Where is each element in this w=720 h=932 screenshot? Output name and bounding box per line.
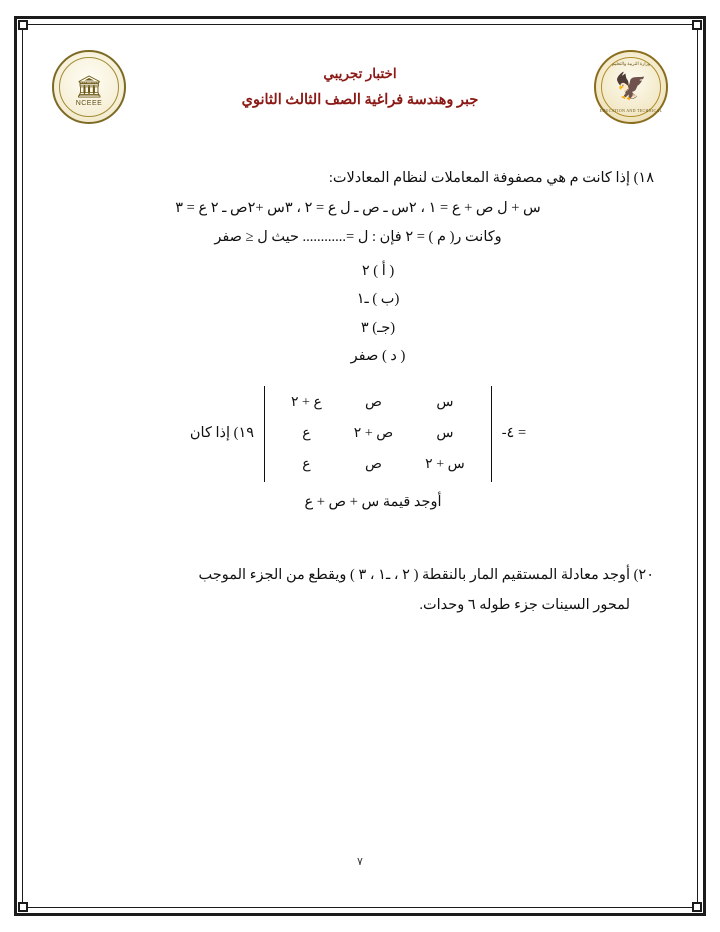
egypt-ministry-seal-icon — [594, 50, 668, 124]
question-19-prompt: أوجد قيمة س + ص + ع — [304, 494, 442, 511]
question-18-line-1: ١٨) إذا كانت م هي مصفوفة المعاملات لنظام المعادلات: — [328, 170, 654, 186]
question-20-line-2: لمحور السينات جزء طوله ٦ وحدات. — [419, 597, 630, 614]
matrix-cell: ع — [302, 425, 311, 441]
determinant-matrix — [264, 386, 492, 482]
matrix-cell: ص — [365, 395, 382, 411]
matrix-row — [275, 388, 481, 419]
question-19-label: ١٩) إذا كان — [189, 425, 255, 442]
page-header — [52, 44, 668, 130]
question-19 — [62, 386, 654, 518]
building-icon: 🏛 — [75, 73, 103, 99]
question-18-choices — [62, 257, 654, 370]
matrix-row — [275, 450, 481, 481]
choice-a[interactable]: ( أ ) ٢ — [361, 263, 395, 280]
seal-bottom-text: EDUCATION AND TECHNICAL — [599, 108, 663, 113]
matrix-cell: ص — [365, 456, 382, 472]
nceee-label: NCEEE — [75, 99, 103, 107]
page-content — [34, 36, 686, 896]
exam-subject: جبر وهندسة فراغية الصف الثالث الثانوي — [241, 91, 479, 108]
question-18-line-2: س + ل ص + ع = ١ ، ٢س ـ ص ـ ل ع = ٢ ، ٣س +٢ص ـ ٢ ع = ٣ — [175, 199, 541, 216]
matrix-cell: س + ٢ — [425, 456, 465, 472]
matrix-cell: س — [436, 395, 454, 411]
matrix-cell: ص + ٢ — [353, 425, 394, 441]
determinant-value: = ٤- — [501, 425, 527, 442]
matrix-cell: ع — [302, 456, 311, 472]
corner-ornament-bottom-right — [692, 902, 702, 912]
matrix-cell: ع + ٢ — [291, 395, 322, 411]
question-18 — [62, 164, 654, 370]
question-20-line-1: ٢٠) أوجد معادلة المستقيم المار بالنقطة ( ٢ ، ـ١ ، ٣ ) ويقطع من الجزء الموجب — [198, 567, 654, 583]
exam-title: اختبار تجريبي — [323, 65, 397, 81]
seal-ring — [59, 57, 119, 117]
corner-ornament-top-left — [18, 20, 28, 30]
choice-d[interactable]: ( د ) صفر — [350, 347, 406, 364]
seal-top-text: وزارة التربية والتعليم — [611, 61, 651, 66]
choice-b[interactable]: (ب ) ـ١ — [356, 291, 400, 308]
choice-c[interactable]: (جـ) ٣ — [360, 319, 396, 336]
exam-body — [52, 164, 668, 621]
question-20 — [62, 560, 654, 621]
question-19-determinant-row — [62, 386, 654, 482]
corner-ornament-top-right — [692, 20, 702, 30]
page-number: ٧ — [357, 856, 363, 868]
question-18-line-3: وكانت ر( م ) = ٢ فإن : ل =............ حيث ل ≤ صفر — [214, 229, 502, 246]
corner-ornament-bottom-left — [18, 902, 28, 912]
eagle-icon: 🦅 — [614, 72, 648, 101]
header-titles — [126, 66, 594, 109]
matrix-cell: س — [436, 425, 454, 441]
nceee-seal-icon — [52, 50, 126, 124]
matrix-row — [275, 419, 481, 450]
